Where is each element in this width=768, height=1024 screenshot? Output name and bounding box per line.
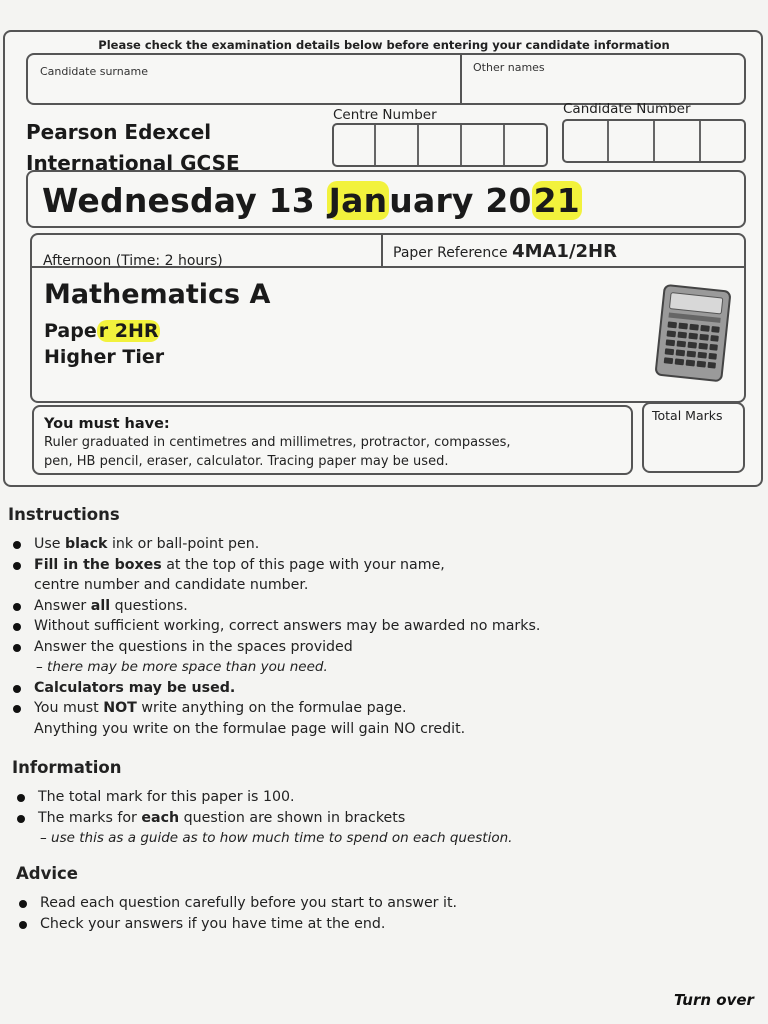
- centre-divider-3: [460, 125, 462, 165]
- equipment-list: [44, 433, 511, 471]
- information-1: The total mark for this paper is 100.: [14, 787, 512, 808]
- session-divider-v: [381, 235, 383, 267]
- advice-1: Read each question carefully before you start to answer it.: [16, 893, 457, 914]
- instruction-3: Answer all questions.: [10, 596, 540, 617]
- exam-date: [42, 181, 582, 220]
- centre-number-label: Centre Number: [333, 107, 437, 123]
- centre-number-boxes[interactable]: [332, 123, 548, 167]
- candidate-divider-2: [653, 121, 655, 161]
- calculator-icon: [650, 284, 734, 382]
- instruction-7: You must NOT write anything on the formulae page. Anything you write on the formulae page will gain NO credit.: [10, 698, 540, 739]
- paper-reference: [393, 241, 617, 262]
- subject-title: Mathematics A: [44, 279, 271, 310]
- equipment-title: You must have:: [44, 416, 170, 432]
- centre-divider-1: [374, 125, 376, 165]
- date-highlight-1: Jan: [328, 181, 388, 220]
- candidate-divider-1: [607, 121, 609, 161]
- instructions-list: [10, 534, 540, 739]
- name-divider: [460, 55, 462, 103]
- board-line-2: International GCSE: [26, 151, 240, 175]
- candidate-surname-field[interactable]: [40, 65, 148, 78]
- board-line-1: Pearson Edexcel: [26, 120, 212, 144]
- paper-reference-code: 4MA1/2HR: [512, 241, 617, 262]
- turn-over-label: Turn over: [674, 991, 754, 1009]
- total-marks-label: Total Marks: [652, 408, 723, 423]
- other-names-field[interactable]: [473, 61, 545, 74]
- equipment-line-1: Ruler graduated in centimetres and millimetres, protractor, compasses,: [44, 435, 511, 450]
- information-list: [14, 787, 512, 849]
- instruction-6: Calculators may be used.: [10, 678, 540, 699]
- candidate-name-box: [26, 53, 746, 105]
- advice-heading: Advice: [16, 864, 78, 883]
- header-note: Please check the examination details below before entering your candidate information: [98, 38, 670, 52]
- paper-code-highlight: r 2HR: [98, 320, 159, 342]
- paper-code: [44, 320, 160, 342]
- session-time: Afternoon (Time: 2 hours): [43, 253, 223, 269]
- equipment-line-2: pen, HB pencil, eraser, calculator. Tracing paper may be used.: [44, 454, 449, 469]
- paper-code-prefix: Pape: [44, 320, 97, 342]
- advice-list: [16, 893, 457, 934]
- advice-2: Check your answers if you have time at the end.: [16, 914, 457, 935]
- other-names-label: Other names: [473, 61, 545, 74]
- candidate-number-label: Candidate Number: [563, 101, 691, 117]
- information-2: The marks for each question are shown in brackets – use this as a guide as to how much time to spend on each question.: [14, 808, 512, 849]
- information-heading: Information: [12, 758, 122, 777]
- candidate-divider-3: [699, 121, 701, 161]
- date-part-3: uary 20: [389, 181, 532, 220]
- paper-reference-label: Paper Reference: [393, 245, 508, 261]
- instruction-5: Answer the questions in the spaces provided – there may be more space than you need.: [10, 637, 540, 678]
- instruction-2: Fill in the boxes at the top of this page with your name, centre number and candidate number.: [10, 555, 540, 596]
- paper-tier: Higher Tier: [44, 346, 165, 368]
- centre-divider-4: [503, 125, 505, 165]
- instruction-4: Without sufficient working, correct answers may be awarded no marks.: [10, 616, 540, 637]
- instruction-1: Use black ink or ball-point pen.: [10, 534, 540, 555]
- instructions-heading: Instructions: [8, 505, 120, 524]
- date-part-1: Wednesday 13: [42, 181, 327, 220]
- candidate-surname-label: Candidate surname: [40, 65, 148, 78]
- date-highlight-2: 21: [533, 181, 580, 220]
- centre-divider-2: [417, 125, 419, 165]
